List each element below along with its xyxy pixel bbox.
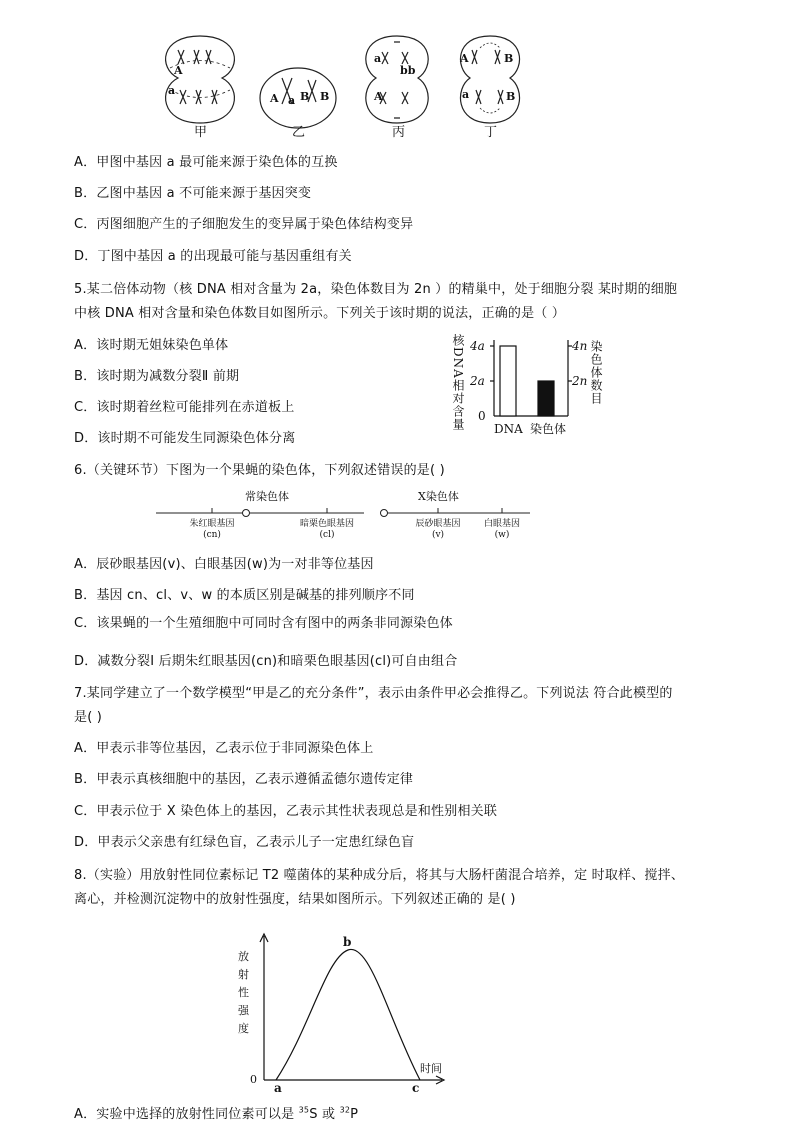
q6-option-c: C．该果蝇的一个生殖细胞中可同时含有图中的两条非同源染色体	[74, 616, 453, 631]
q5-stem-line2: 中核 DNA 相对含量和染色体数目如图所示。下列关于该时期的说法，正确的是（ ）	[74, 306, 566, 321]
q5-option-c: C．该时期着丝粒可能排列在赤道板上	[74, 400, 295, 415]
q8-option-a-el1: S 或	[309, 1107, 340, 1122]
cell-bing-outline	[366, 36, 428, 123]
q6-option-a: A．辰砂眼基因(v)、白眼基因(w)为一对非等位基因	[74, 557, 374, 572]
q8-option-a	[74, 1103, 358, 1122]
label-bing: 丙	[392, 125, 406, 140]
q8-x-label: 时间	[420, 1062, 442, 1075]
gene-v-name: 辰砂眼基因	[415, 519, 461, 529]
cell-division-figure	[150, 28, 540, 140]
ding-gene-B2: B	[506, 90, 516, 103]
q5-bar-dna	[500, 346, 516, 416]
q8-y-label-5: 度	[238, 1022, 249, 1035]
q4-option-a: A．甲图中基因 a 最可能来源于染色体的互换	[74, 155, 338, 170]
q8-stem-line2: 离心，并检测沉淀物中的放射性强度，结果如图所示。下列叙述正确的 是( )	[74, 892, 516, 907]
q8-point-c: c	[412, 1081, 420, 1094]
q5-option-a: A．该时期无姐妹染色单体	[74, 338, 229, 353]
cell-jia-outline	[166, 36, 235, 123]
q5-tick-0: 0	[478, 409, 486, 423]
ding-gene-a: a	[462, 88, 470, 101]
q7-option-b: B．甲表示真核细胞中的基因，乙表示遵循孟德尔遗传定律	[74, 772, 414, 787]
bing-gene-A: A	[374, 90, 383, 103]
q6-option-b: B．基因 cn、cl、v、w 的本质区别是碱基的排列顺序不同	[74, 588, 415, 603]
q5-tick-2a: 2a	[470, 374, 485, 388]
q5-tick-2n: 2n	[572, 374, 588, 388]
q8-stem-line1: 8.（实验）用放射性同位素标记 T2 噬菌体的某种成分后，将其与大肠杆菌混合培养，定 时取样、搅拌、	[74, 868, 685, 883]
q7-option-d: D．甲表示父亲患有红绿色盲，乙表示儿子一定患红绿色盲	[74, 835, 415, 850]
gene-w-name: 白眼基因	[483, 519, 521, 529]
q5-option-d: D．该时期不可能发生同源染色体分离	[74, 431, 296, 446]
cell-ding-outline	[460, 36, 519, 123]
gene-w-sym: (w)	[494, 530, 510, 540]
yi-gene-A: A	[270, 92, 279, 105]
q5-left-axis-label: 核DNA相对含量	[451, 334, 465, 431]
q5-stem-line1: 5.某二倍体动物（核 DNA 相对含量为 2a，染色体数目为 2n ）的精巢中，处于细胞分裂 某时期的细胞	[74, 282, 678, 297]
q5-cat-dna: DNA	[494, 422, 523, 436]
ding-gene-A: A	[460, 52, 469, 65]
q8-option-a-el2: P	[350, 1107, 359, 1122]
gene-cl-name: 暗栗色眼基因	[299, 519, 355, 529]
q8-curve	[276, 949, 420, 1080]
q8-y-label-1: 放	[238, 950, 249, 963]
jia-gene-a: a	[168, 84, 176, 97]
q7-option-c: C．甲表示位于 X 染色体上的基因，乙表示其性状表现总是和性别相关联	[74, 804, 498, 819]
q6-chromosome-figure	[150, 484, 540, 544]
yi-gene-a: a	[288, 94, 296, 107]
q8-option-a-iso2: 32	[339, 1105, 351, 1115]
q8-y-label-3: 性	[238, 986, 249, 999]
q8-y-label-4: 强	[238, 1004, 249, 1017]
gene-cl-sym: (cl)	[319, 530, 335, 540]
q5-option-b: B．该时期为减数分裂Ⅱ 前期	[74, 369, 240, 384]
q5-tick-4a: 4a	[470, 339, 485, 353]
jia-gene-A: A	[174, 64, 183, 77]
q5-bar-chart	[464, 334, 588, 438]
q8-origin: 0	[250, 1073, 257, 1086]
q6-option-d: D．减数分裂Ⅰ 后期朱红眼基因(cn)和暗栗色眼基因(cl)可自由组合	[74, 654, 458, 669]
bing-gene-a: a	[374, 52, 382, 65]
label-jia: 甲	[194, 125, 208, 140]
yi-gene-B2: B	[320, 90, 330, 103]
gene-v-sym: (v)	[431, 530, 445, 540]
q8-point-b: b	[343, 935, 352, 949]
q7-stem-line1: 7.某同学建立了一个数学模型“甲是乙的充分条件”，表示由条件甲必会推得乙。下列说法 符合此模型的	[74, 686, 673, 701]
yi-gene-B1: B	[300, 90, 310, 103]
q7-stem-line2: 是( )	[74, 710, 103, 725]
q5-right-axis-label: 染色体数目	[589, 340, 603, 405]
bing-gene-bb: bb	[400, 64, 416, 77]
q6-stem: 6.（关键环节）下图为一个果蝇的染色体，下列叙述错误的是( )	[74, 463, 445, 478]
gene-cn-sym: (cn)	[203, 530, 221, 540]
label-yi: 乙	[292, 125, 306, 140]
q8-option-a-iso1: 35	[298, 1105, 310, 1115]
ding-gene-B1: B	[504, 52, 514, 65]
chromosome-title-x: X染色体	[418, 490, 459, 503]
q8-point-a: a	[274, 1081, 282, 1094]
q4-option-b: B．乙图中基因 a 不可能来源于基因突变	[74, 186, 312, 201]
q5-tick-4n: 4n	[572, 339, 588, 353]
q8-option-a-prefix: A．实验中选择的放射性同位素可以是	[74, 1107, 299, 1122]
q4-option-d: D．丁图中基因 a 的出现最可能与基因重组有关	[74, 249, 352, 264]
chromosome-title-autosome: 常染色体	[245, 490, 289, 503]
q5-cat-chromosome: 染色体	[530, 422, 567, 436]
q8-radioactivity-graph	[230, 928, 460, 1094]
q7-option-a: A．甲表示非等位基因，乙表示位于非同源染色体上	[74, 741, 374, 756]
q4-option-c: C．丙图细胞产生的子细胞发生的变异属于染色体结构变异	[74, 217, 414, 232]
q8-y-label-2: 射	[238, 968, 249, 981]
label-ding: 丁	[484, 125, 498, 140]
q5-bar-chromosome	[538, 381, 554, 416]
gene-cn-name: 朱红眼基因	[189, 519, 235, 529]
